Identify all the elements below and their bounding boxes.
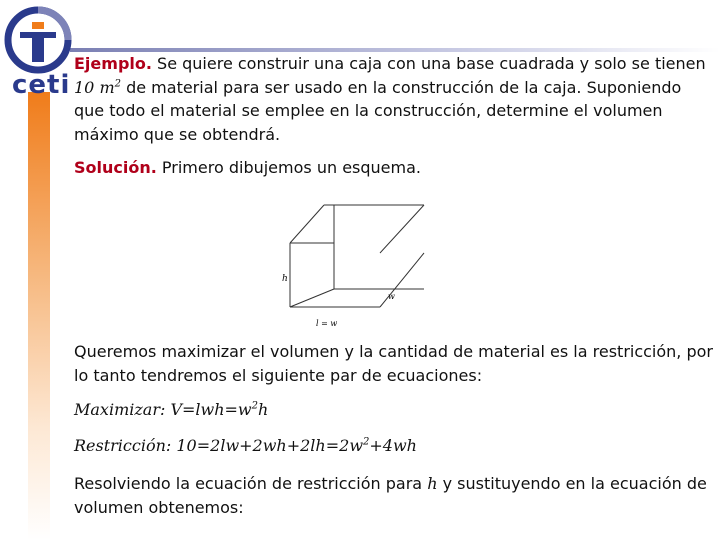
solution-paragraph [74,156,714,180]
paragraph-3 [74,472,714,519]
main-content [74,52,714,190]
example-text-2: de material para ser usado en la construcción de la caja. Suponiendo que todo el material se emplee en la construcción, determine el volumen máximo que se obtendrá. [74,77,682,144]
p3-var-h: h [427,474,438,493]
equation-maximize [74,400,268,419]
eq-max-exp: 2 [251,400,258,412]
back-panel-diagonal [380,205,424,253]
eq-max-suffix: h [258,400,269,419]
p3-text-1: Resolviendo la ecuación de restricción para [74,474,428,493]
eq-max-prefix: Maximizar: V=lwh=w [74,400,252,419]
eq-res-exp: 2 [363,436,370,448]
material-quantity: 10 m [74,77,115,97]
label-w: w [388,292,395,301]
example-label: Ejemplo. [74,54,152,73]
eq-res-prefix: Restricción: 10=2lw+2wh+2lh=2w [74,436,364,455]
equation-restriction [74,436,417,455]
label-l: l = w [316,319,338,328]
eq-res-suffix: +4wh [369,436,417,455]
example-paragraph [74,52,714,146]
base-right-edge [380,253,424,307]
box-diagram [276,195,426,330]
label-h: h [282,274,288,284]
left-accent-bar [28,92,50,540]
solution-text: Primero dibujemos un esquema. [156,158,421,177]
p3-text-2: y sustituyendo en la ecuación de volumen obtenemos: [74,474,707,517]
top-left-edge [290,205,324,243]
paragraph-2: Queremos maximizar el volumen y la cantidad de material es la restricción, por lo tanto tendremos el siguiente par de ecuaciones: [74,342,713,385]
material-exponent: 2 [114,78,121,90]
solution-label: Solución. [74,158,157,177]
logo-text: ceti [12,70,71,100]
example-text-1: Se quiere construir una caja con una base cuadrada y solo se tienen [151,54,706,73]
base-left-edge [290,289,334,307]
